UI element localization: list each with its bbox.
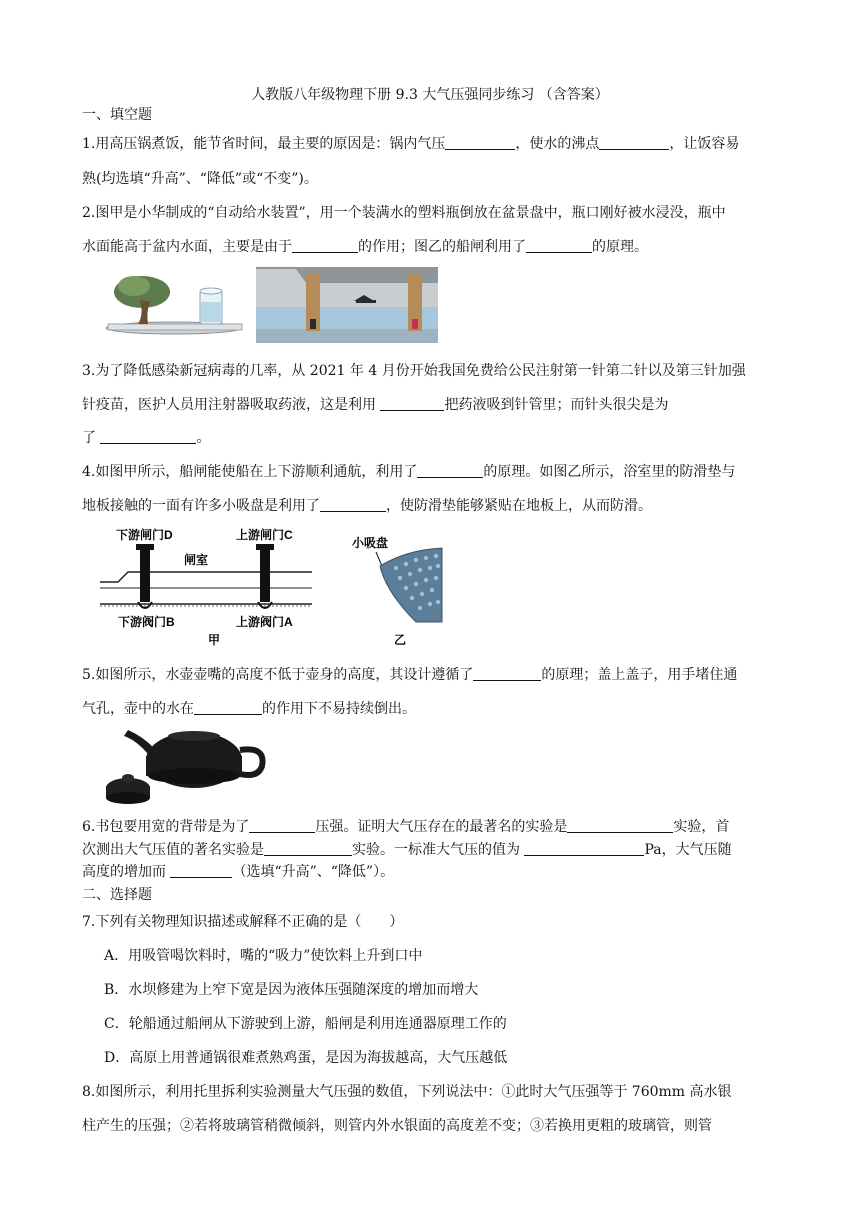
q2-text-c: 的原理。 xyxy=(592,239,648,255)
gate-d-label: 下游闸门D xyxy=(116,528,173,542)
question-6-line-3 xyxy=(82,863,394,881)
q5-text-a: 5.如图所示，水壶壶嘴的高度不低于壶身的高度，其设计遵循了 xyxy=(82,667,474,683)
option-b[interactable]: B．水坝修建为上窄下宽是因为液体压强随深度的增加而增大 xyxy=(104,982,479,998)
teapot-figure xyxy=(102,726,270,808)
valve-a-label: 上游阀门A xyxy=(236,615,293,629)
q6-text-f: Pa，大气压随 xyxy=(644,842,732,858)
q5-text-d: 的作用下不易持续倒出。 xyxy=(262,701,416,717)
question-5-line-2 xyxy=(82,700,416,718)
answer-blank[interactable] xyxy=(292,238,358,253)
figure-yi-label: 乙 xyxy=(394,633,407,647)
page-title: 人教版八年级物理下册 9.3 大气压强同步练习 （含答案） xyxy=(251,87,609,103)
q6-text-g: 高度的增加而 xyxy=(82,864,166,880)
question-2-line-2 xyxy=(82,238,648,256)
answer-blank[interactable] xyxy=(599,135,669,150)
question-2-line-1: 2.图甲是小华制成的“自动给水装置”，用一个装满水的塑料瓶倒放在盆景盘中，瓶口刚好被水浸没，瓶中 xyxy=(82,205,726,221)
q6-text-h: （选填“升高”、“降低”）。 xyxy=(232,864,395,880)
answer-blank[interactable] xyxy=(194,700,262,715)
ship-lock-diagram xyxy=(100,526,312,648)
question-5-line-1 xyxy=(82,666,737,684)
question-1-line-1 xyxy=(82,135,739,153)
answer-blank[interactable] xyxy=(320,497,386,512)
question-4-line-2 xyxy=(82,497,652,515)
option-d[interactable]: D．高原上用普通锅很难煮熟鸡蛋，是因为海拔越高，大气压越低 xyxy=(104,1050,508,1066)
q3-text-a: 针疫苗，医护人员用注射器吸取药液，这是利用 xyxy=(82,397,376,413)
answer-blank[interactable] xyxy=(170,863,232,878)
option-c[interactable]: C．轮船通过船闸从下游驶到上游，船闸是利用连通器原理工作的 xyxy=(104,1016,507,1032)
section-choice-heading: 二、选择题 xyxy=(82,887,152,903)
answer-blank[interactable] xyxy=(473,666,541,681)
q5-text-b: 的原理；盖上盖子，用手堵住通 xyxy=(541,667,738,683)
question-3-line-3 xyxy=(82,429,210,447)
q4-text-d: ，使防滑垫能够紧贴在地板上，从而防滑。 xyxy=(386,498,652,514)
q3-text-c: 了 xyxy=(82,430,96,446)
question-6-line-1 xyxy=(82,818,729,836)
option-a[interactable]: A．用吸管喝饮料时，嘴的“吸力”使饮料上升到口中 xyxy=(104,948,423,964)
q6-text-a: 6.书包要用宽的背带是为了 xyxy=(82,819,250,835)
ship-lock-photo-figure xyxy=(256,267,438,343)
q1-text-a: 1.用高压锅煮饭，能节省时间，最主要的原因是：锅内气压 xyxy=(82,136,446,152)
q6-text-b: 压强。证明大气压存在的最著名的实验是 xyxy=(315,819,568,835)
q6-text-d: 次测出大气压值的著名实验是 xyxy=(82,842,264,858)
answer-blank[interactable] xyxy=(264,841,352,856)
answer-blank[interactable] xyxy=(526,238,592,253)
figure-jia-label: 甲 xyxy=(208,633,221,647)
q4-text-c: 地板接触的一面有许多小吸盘是利用了 xyxy=(82,498,320,514)
q1-text-b: ，使水的沸点 xyxy=(515,136,600,152)
question-8-line-1: 8.如图所示，利用托里拆利实验测量大气压强的数值，下列说法中：①此时大气压强等于 760mm 高水银 xyxy=(82,1084,732,1100)
anti-slip-mat-figure xyxy=(346,532,446,648)
answer-blank[interactable] xyxy=(567,818,673,833)
answer-blank[interactable] xyxy=(380,396,444,411)
question-3-line-2 xyxy=(82,396,668,414)
question-6-line-2 xyxy=(82,841,732,859)
q1-text-c: ，让饭容易 xyxy=(669,136,740,152)
answer-blank[interactable] xyxy=(249,818,315,833)
gate-c-label: 上游闸门C xyxy=(236,528,293,542)
valve-b-label: 下游阀门B xyxy=(118,615,175,629)
bonsai-water-device-figure xyxy=(104,266,246,338)
chamber-label: 闸室 xyxy=(184,553,209,567)
q2-text-a: 水面能高于盆内水面，主要是由于 xyxy=(82,239,292,255)
q4-text-a: 4.如图甲所示，船闸能使船在上下游顺利通航，利用了 xyxy=(82,464,418,480)
answer-blank[interactable] xyxy=(100,429,196,444)
question-4-line-1 xyxy=(82,463,735,481)
q3-text-d: 。 xyxy=(196,430,211,446)
answer-blank[interactable] xyxy=(417,463,483,478)
question-3-line-1: 3.为了降低感染新冠病毒的几率，从 2021 年 4 月份开始我国免费给公民注射第一针第二针以及第三针加强 xyxy=(82,363,746,379)
answer-blank[interactable] xyxy=(445,135,515,150)
q4-text-b: 的原理。如图乙所示，浴室里的防滑垫与 xyxy=(483,464,736,480)
q3-text-b: 把药液吸到针管里；而针头很尖是为 xyxy=(444,397,669,413)
question-1-line-2: 熟(均选填“升高”、“降低”或“不变”)。 xyxy=(82,171,318,187)
q6-text-e: 实验。一标准大气压的值为 xyxy=(352,842,520,858)
q2-text-b: 的作用；图乙的船闸利用了 xyxy=(358,239,526,255)
question-8-line-2: 柱产生的压强；②若将玻璃管稍微倾斜，则管内外水银面的高度差不变；③若换用更粗的玻璃管，则管 xyxy=(82,1118,712,1134)
question-7-stem: 7.下列有关物理知识描述或解释不正确的是（ ） xyxy=(82,914,404,930)
section-fill-heading: 一、填空题 xyxy=(82,107,152,123)
answer-blank[interactable] xyxy=(524,841,644,856)
q5-text-c: 气孔，壶中的水在 xyxy=(82,701,194,717)
q6-text-c: 实验，首 xyxy=(673,819,730,835)
suction-cup-label: 小吸盘 xyxy=(352,536,389,550)
